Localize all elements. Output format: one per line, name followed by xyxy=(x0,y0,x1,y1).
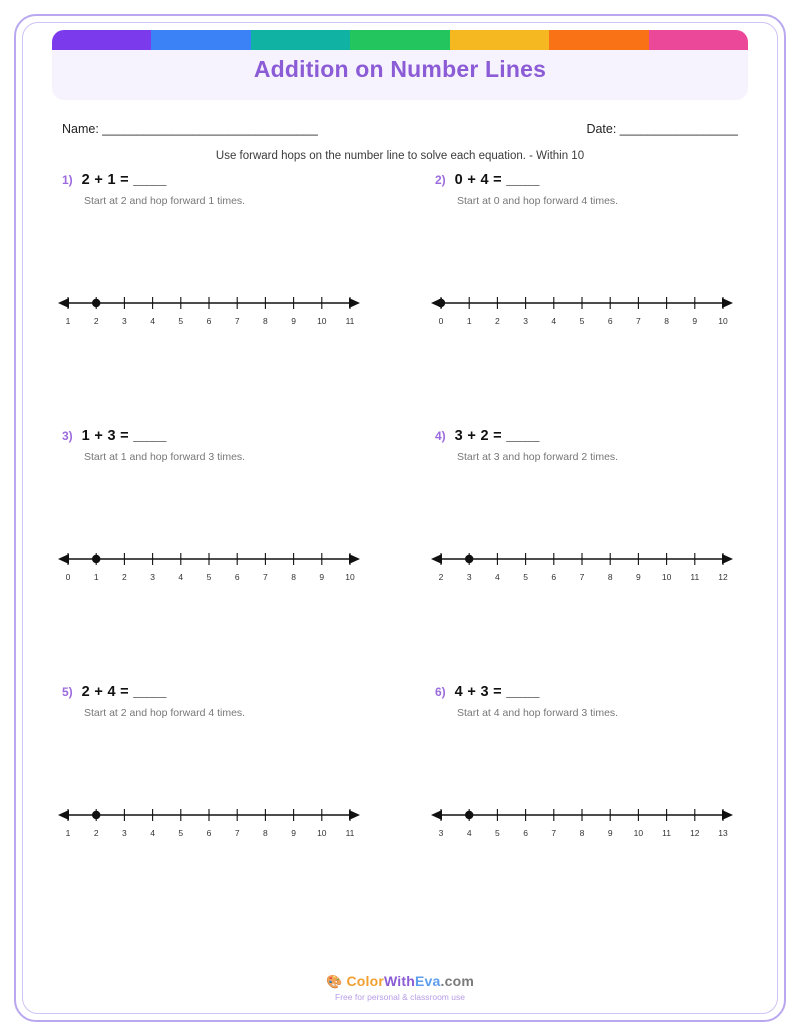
problem-hint: Start at 2 and hop forward 4 times. xyxy=(84,707,246,719)
brand-color: Color xyxy=(346,973,385,989)
tick-label: 1 xyxy=(65,316,71,326)
tick-label: 3 xyxy=(523,316,528,326)
problem-equation[interactable]: 0 + 4 = ____ xyxy=(454,172,540,188)
problem-number: 3) xyxy=(62,429,73,443)
tick-label: 12 xyxy=(690,828,700,838)
color-stripe-bar xyxy=(52,30,748,50)
tick-label: 9 xyxy=(636,572,641,582)
tick-label: 6 xyxy=(206,316,212,326)
tick-label: 5 xyxy=(495,828,500,838)
start-point-marker xyxy=(465,811,473,819)
problem-hint: Start at 4 and hop forward 3 times. xyxy=(457,707,619,719)
tick-label: 4 xyxy=(466,828,472,838)
start-point-marker xyxy=(92,555,100,563)
tick-label: 2 xyxy=(438,572,444,582)
number-line[interactable] xyxy=(58,802,381,858)
color-stripe-1 xyxy=(151,30,250,50)
number-line[interactable] xyxy=(58,290,381,346)
tick-labels xyxy=(58,316,381,330)
brand-logo xyxy=(36,973,764,990)
problem-equation[interactable]: 3 + 2 = ____ xyxy=(454,428,540,444)
tick-label: 8 xyxy=(664,316,669,326)
problem-equation[interactable]: 4 + 3 = ____ xyxy=(454,684,540,700)
palette-icon: 🎨 xyxy=(325,974,343,989)
tick-label: 10 xyxy=(345,572,355,582)
tick-label: 11 xyxy=(345,316,355,326)
start-point-marker xyxy=(437,299,445,307)
problem-number: 4) xyxy=(435,429,446,443)
tick-label: 2 xyxy=(93,316,99,326)
number-line-graphic xyxy=(58,802,360,826)
tick-label: 9 xyxy=(291,828,296,838)
problem-4 xyxy=(409,428,764,684)
tick-label: 12 xyxy=(718,572,728,582)
date-field-label[interactable]: Date: _________________ xyxy=(586,122,738,136)
tick-label: 11 xyxy=(662,828,672,838)
number-line[interactable] xyxy=(58,546,381,602)
tick-label: 3 xyxy=(466,572,472,582)
tick-label: 5 xyxy=(523,572,528,582)
problem-equation[interactable]: 2 + 4 = ____ xyxy=(81,684,167,700)
tick-label: 7 xyxy=(234,828,240,838)
tick-label: 13 xyxy=(718,828,728,838)
tick-label: 4 xyxy=(150,316,155,326)
color-stripe-6 xyxy=(649,30,748,50)
tick-labels xyxy=(58,572,381,586)
problem-number: 6) xyxy=(435,685,446,699)
tick-label: 4 xyxy=(150,828,155,838)
tick-label: 4 xyxy=(551,316,557,326)
tick-label: 10 xyxy=(633,828,644,838)
problem-equation[interactable]: 2 + 1 = ____ xyxy=(81,172,167,188)
footer-tagline: Free for personal & classroom use xyxy=(335,992,465,1002)
tick-label: 9 xyxy=(692,316,698,326)
tick-label: 6 xyxy=(234,572,240,582)
tick-label: 11 xyxy=(690,572,700,582)
number-line-graphic xyxy=(431,290,733,314)
problem-6 xyxy=(409,684,764,940)
color-stripe-2 xyxy=(251,30,350,50)
tick-label: 0 xyxy=(65,572,71,582)
tick-label: 3 xyxy=(122,828,127,838)
color-stripe-5 xyxy=(549,30,648,50)
problems-grid xyxy=(36,172,764,940)
number-line-graphic xyxy=(58,290,360,314)
tick-label: 3 xyxy=(438,828,444,838)
brand-eva: Eva xyxy=(415,973,441,989)
tick-label: 6 xyxy=(551,572,557,582)
tick-label: 6 xyxy=(607,316,613,326)
tick-labels xyxy=(431,316,754,330)
tick-label: 3 xyxy=(122,316,127,326)
tick-label: 6 xyxy=(523,828,528,838)
tick-label: 10 xyxy=(317,828,327,838)
page-title: Addition on Number Lines xyxy=(253,56,547,82)
tick-label: 2 xyxy=(495,316,500,326)
tick-label: 6 xyxy=(206,828,212,838)
tick-label: 8 xyxy=(263,316,268,326)
tick-label: 10 xyxy=(718,316,728,326)
problem-number: 2) xyxy=(435,173,446,187)
brand-tld: .com xyxy=(440,973,475,989)
problem-header xyxy=(435,428,764,444)
instructions-text: Use forward hops on the number line to solve each equation. - Within 10 xyxy=(215,150,585,162)
tick-label: 9 xyxy=(319,572,325,582)
start-point-marker xyxy=(92,299,100,307)
tick-labels xyxy=(58,828,381,842)
problem-header xyxy=(435,684,764,700)
tick-label: 1 xyxy=(65,828,71,838)
tick-label: 7 xyxy=(234,316,240,326)
tick-label: 5 xyxy=(178,316,184,326)
tick-label: 7 xyxy=(263,572,268,582)
tick-label: 5 xyxy=(178,828,184,838)
problem-header xyxy=(62,684,391,700)
tick-label: 7 xyxy=(579,572,585,582)
number-line[interactable] xyxy=(431,290,754,346)
problem-equation[interactable]: 1 + 3 = ____ xyxy=(81,428,167,444)
tick-label: 7 xyxy=(551,828,557,838)
name-field-label[interactable]: Name: _______________________________ xyxy=(62,122,318,136)
brand-with: With xyxy=(384,973,416,989)
number-line-graphic xyxy=(431,802,733,826)
footer xyxy=(36,973,764,1002)
problem-hint: Start at 2 and hop forward 1 times. xyxy=(84,195,246,207)
tick-label: 9 xyxy=(607,828,613,838)
tick-label: 11 xyxy=(345,828,355,838)
color-stripe-3 xyxy=(350,30,449,50)
number-line-graphic xyxy=(431,546,733,570)
tick-label: 1 xyxy=(466,316,472,326)
problem-hint: Start at 3 and hop forward 2 times. xyxy=(457,451,619,463)
tick-label: 2 xyxy=(93,828,99,838)
header-card xyxy=(52,30,748,100)
problem-header xyxy=(435,172,764,188)
problem-hint: Start at 0 and hop forward 4 times. xyxy=(457,195,619,207)
problem-number: 5) xyxy=(62,685,73,699)
number-line[interactable] xyxy=(431,546,754,602)
problem-5 xyxy=(36,684,391,940)
name-date-row xyxy=(62,122,738,136)
problem-1 xyxy=(36,172,391,428)
tick-label: 10 xyxy=(661,572,672,582)
tick-label: 7 xyxy=(636,316,641,326)
color-stripe-4 xyxy=(450,30,549,50)
tick-label: 5 xyxy=(579,316,585,326)
tick-label: 5 xyxy=(206,572,212,582)
tick-labels xyxy=(431,572,754,586)
number-line-graphic xyxy=(58,546,360,570)
number-line[interactable] xyxy=(431,802,754,858)
start-point-marker xyxy=(465,555,473,563)
problem-header xyxy=(62,172,391,188)
tick-label: 2 xyxy=(122,572,127,582)
tick-label: 9 xyxy=(291,316,296,326)
tick-label: 8 xyxy=(607,572,613,582)
tick-label: 4 xyxy=(178,572,184,582)
problem-header xyxy=(62,428,391,444)
tick-labels xyxy=(431,828,754,842)
problem-number: 1) xyxy=(62,173,73,187)
tick-label: 4 xyxy=(495,572,500,582)
tick-label: 3 xyxy=(150,572,155,582)
tick-label: 8 xyxy=(291,572,296,582)
tick-label: 8 xyxy=(263,828,268,838)
tick-label: 1 xyxy=(93,572,99,582)
problem-3 xyxy=(36,428,391,684)
color-stripe-0 xyxy=(52,30,151,50)
worksheet-content xyxy=(36,30,764,1004)
problem-hint: Start at 1 and hop forward 3 times. xyxy=(84,451,246,463)
problem-2 xyxy=(409,172,764,428)
tick-label: 0 xyxy=(438,316,444,326)
start-point-marker xyxy=(92,811,100,819)
tick-label: 10 xyxy=(317,316,327,326)
tick-label: 8 xyxy=(579,828,585,838)
